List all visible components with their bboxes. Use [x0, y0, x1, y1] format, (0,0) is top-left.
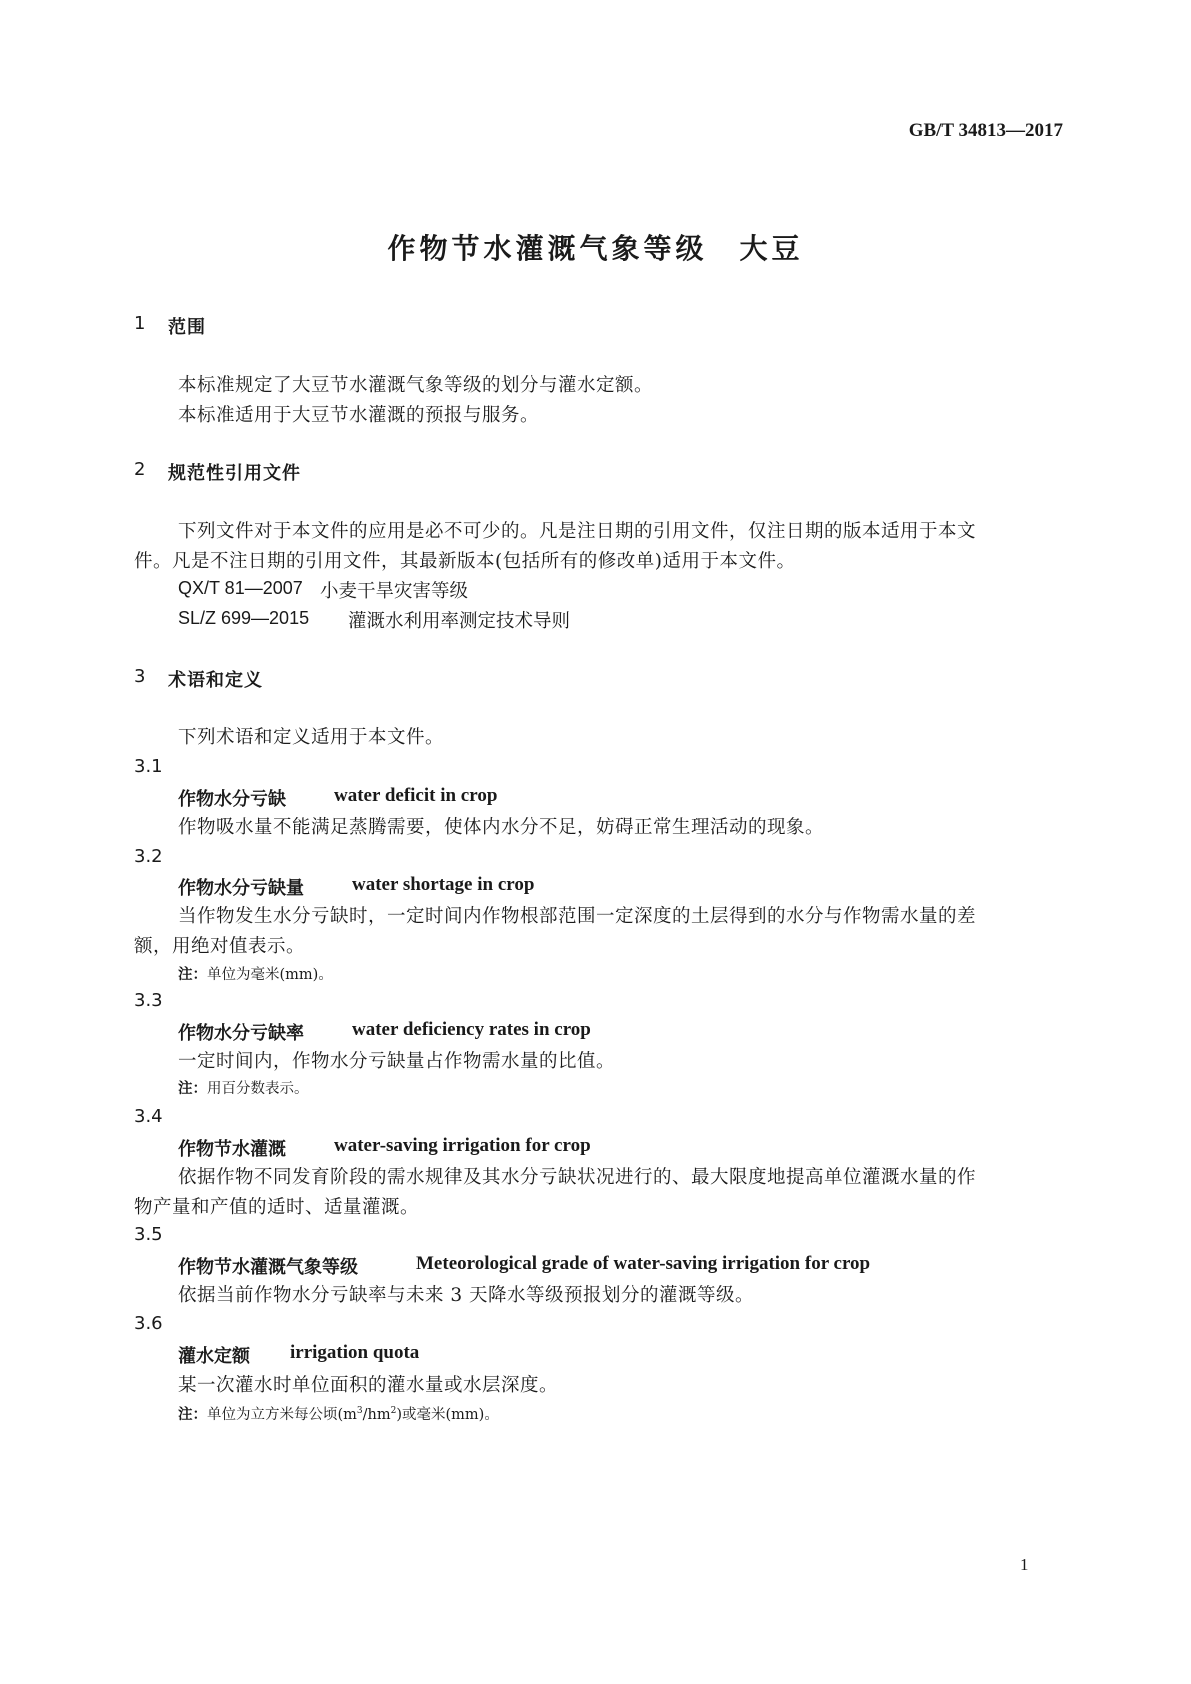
term-number: 3.2: [134, 846, 163, 867]
reference-code: QX/T 81—2007: [178, 578, 303, 598]
term-english: irrigation quota: [290, 1342, 420, 1363]
note-text: 单位为毫米(mm)。: [207, 967, 333, 983]
section-title: 术语和定义: [168, 670, 263, 691]
note-label: 注：: [178, 967, 207, 983]
paragraph: 下列术语和定义适用于本文件。: [178, 727, 445, 748]
section-title: 规范性引用文件: [168, 463, 301, 484]
note-text: )或毫米(mm)。: [396, 1407, 499, 1423]
page-number: 1: [1020, 1555, 1029, 1574]
definition: 一定时间内，作物水分亏缺量占作物需水量的比值。: [178, 1051, 616, 1072]
definition: 作物吸水量不能满足蒸腾需要，使体内水分不足，妨碍正常生理活动的现象。: [178, 817, 825, 838]
superscript: 2: [390, 1406, 397, 1417]
section-title: 范围: [168, 317, 206, 338]
section-number: 2: [134, 459, 146, 480]
standard-code: GB/T 34813—2017: [908, 120, 1063, 141]
paragraph: 件。凡是不注日期的引用文件，其最新版本(包括所有的修改单)适用于本文件。: [134, 551, 796, 572]
definition: 物产量和产值的适时、适量灌溉。: [134, 1197, 420, 1218]
term-number: 3.3: [134, 990, 163, 1011]
note: [178, 1403, 499, 1424]
reference-title: 灌溉水利用率测定技术导则: [348, 611, 571, 632]
term-number: 3.4: [134, 1106, 163, 1127]
term-chinese: 作物节水灌溉: [178, 1139, 286, 1160]
term-english: water shortage in crop: [352, 874, 535, 895]
term-chinese: 作物水分亏缺量: [178, 878, 304, 899]
paragraph: 本标准适用于大豆节水灌溉的预报与服务。: [178, 405, 540, 426]
term-english: water deficiency rates in crop: [352, 1019, 591, 1040]
term-chinese: 作物水分亏缺: [178, 789, 286, 810]
note-label: 注：: [178, 1081, 207, 1097]
superscript: 3: [356, 1406, 363, 1417]
definition: 额，用绝对值表示。: [134, 936, 306, 957]
term-number: 3.5: [134, 1224, 163, 1245]
note-text: 用百分数表示。: [207, 1081, 309, 1097]
term-english: Meteorological grade of water-saving irrigation for crop: [416, 1253, 871, 1274]
section-number: 3: [134, 666, 146, 687]
section-number: 1: [134, 313, 146, 334]
term-chinese: 灌水定额: [178, 1346, 250, 1367]
definition: 当作物发生水分亏缺时，一定时间内作物根部范围一定深度的土层得到的水分与作物需水量的差: [178, 906, 977, 927]
term-number: 3.6: [134, 1313, 163, 1334]
definition: 某一次灌水时单位面积的灌水量或水层深度。: [178, 1375, 559, 1396]
term-chinese: 作物节水灌溉气象等级: [178, 1257, 358, 1278]
term-english: water-saving irrigation for crop: [334, 1135, 591, 1156]
term-chinese: 作物水分亏缺率: [178, 1023, 304, 1044]
reference-title: 小麦干旱灾害等级: [320, 581, 469, 602]
note-text: /hm: [362, 1407, 391, 1423]
note: [178, 963, 333, 984]
definition: 依据当前作物水分亏缺率与未来 3 天降水等级预报划分的灌溉等级。: [178, 1285, 755, 1306]
term-number: 3.1: [134, 756, 163, 777]
document-title: 作物节水灌溉气象等级 大豆: [387, 232, 804, 265]
reference-code: SL/Z 699—2015: [178, 608, 310, 628]
paragraph: 下列文件对于本文件的应用是必不可少的。凡是注日期的引用文件，仅注日期的版本适用于本文: [178, 521, 977, 542]
note-text: 单位为立方米每公顷(m: [207, 1407, 357, 1423]
note-label: 注：: [178, 1407, 207, 1423]
definition: 依据作物不同发育阶段的需水规律及其水分亏缺状况进行的、最大限度地提高单位灌溉水量的作: [178, 1167, 977, 1188]
note: [178, 1077, 309, 1098]
term-english: water deficit in crop: [334, 785, 498, 806]
paragraph: 本标准规定了大豆节水灌溉气象等级的划分与灌水定额。: [178, 375, 654, 396]
